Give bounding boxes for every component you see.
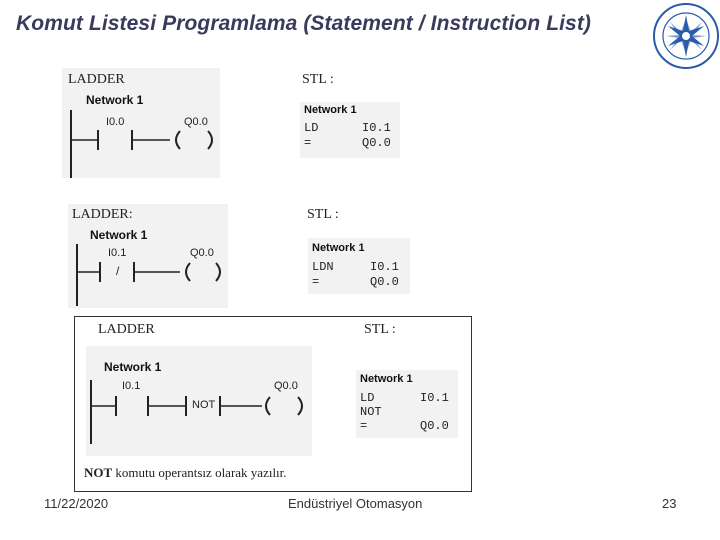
example1-stl-network: Network 1: [304, 104, 357, 116]
footer-course: Endüstriyel Otomasyon: [288, 496, 423, 511]
example3-not-label: NOT: [192, 399, 216, 411]
example1-stl-op-1: LD: [304, 121, 319, 135]
example2-contact-address: I0.1: [108, 247, 127, 259]
example1-stl-arg-2: Q0.0: [362, 136, 391, 150]
example1-ladder-label: LADDER: [68, 72, 125, 87]
example3-ladder-label: LADDER: [98, 322, 155, 337]
example2-stl-label: STL :: [307, 207, 339, 222]
example3-stl-label: STL :: [364, 322, 396, 337]
example3-note-keyword: NOT: [84, 465, 113, 480]
example2-coil-address: Q0.0: [190, 247, 214, 259]
example2-stl-network: Network 1: [312, 242, 365, 254]
example3-stl-network: Network 1: [360, 373, 413, 385]
example2-coil-left: [186, 263, 190, 281]
example1-contact-address: I0.0: [106, 116, 125, 128]
example3-stl-op-2: NOT: [360, 405, 382, 419]
example3-network-label: Network 1: [104, 360, 162, 374]
example3-stl-op-1: LD: [360, 391, 375, 405]
example2-ladder-rung: [68, 240, 230, 310]
example3-coil-address: Q0.0: [274, 380, 298, 392]
example3-coil-right: [298, 397, 302, 415]
example2-stl-arg-1: I0.1: [370, 260, 399, 274]
example3-stl-op-3: =: [360, 419, 368, 433]
university-seal-logo: [652, 2, 720, 70]
example1-coil-left: [176, 131, 180, 149]
example3-note-text: komutu operantsız olarak yazılır.: [112, 465, 287, 480]
example2-stl-arg-2: Q0.0: [370, 275, 399, 289]
example3-stl-arg-1: I0.1: [420, 391, 449, 405]
example1-stl-arg-1: I0.1: [362, 121, 391, 135]
example3-contact-address: I0.1: [122, 380, 141, 392]
example2-coil-right: [216, 263, 220, 281]
example1-stl-label: STL :: [302, 72, 334, 87]
example2-stl-op-2: =: [312, 275, 320, 289]
example1-stl-op-2: =: [304, 136, 312, 150]
example3-coil-left: [266, 397, 270, 415]
slide-title: Komut Listesi Programlama (Statement / Instruction List): [16, 12, 592, 35]
example2-ladder-label: LADDER:: [72, 207, 133, 222]
footer-date: 11/22/2020: [44, 496, 109, 511]
example2-contact-negation-mark: /: [116, 264, 120, 278]
example2-stl-op-1: LDN: [312, 260, 334, 274]
example1-coil-address: Q0.0: [184, 116, 208, 128]
example2-network-label: Network 1: [90, 228, 148, 242]
example1-coil-right: [208, 131, 212, 149]
example3-note: [84, 465, 287, 481]
footer-page-number: 23: [662, 496, 677, 511]
example1-ladder-rung: [62, 100, 222, 180]
example3-stl-arg-3: Q0.0: [420, 419, 449, 433]
example1-network-label: Network 1: [86, 93, 144, 107]
